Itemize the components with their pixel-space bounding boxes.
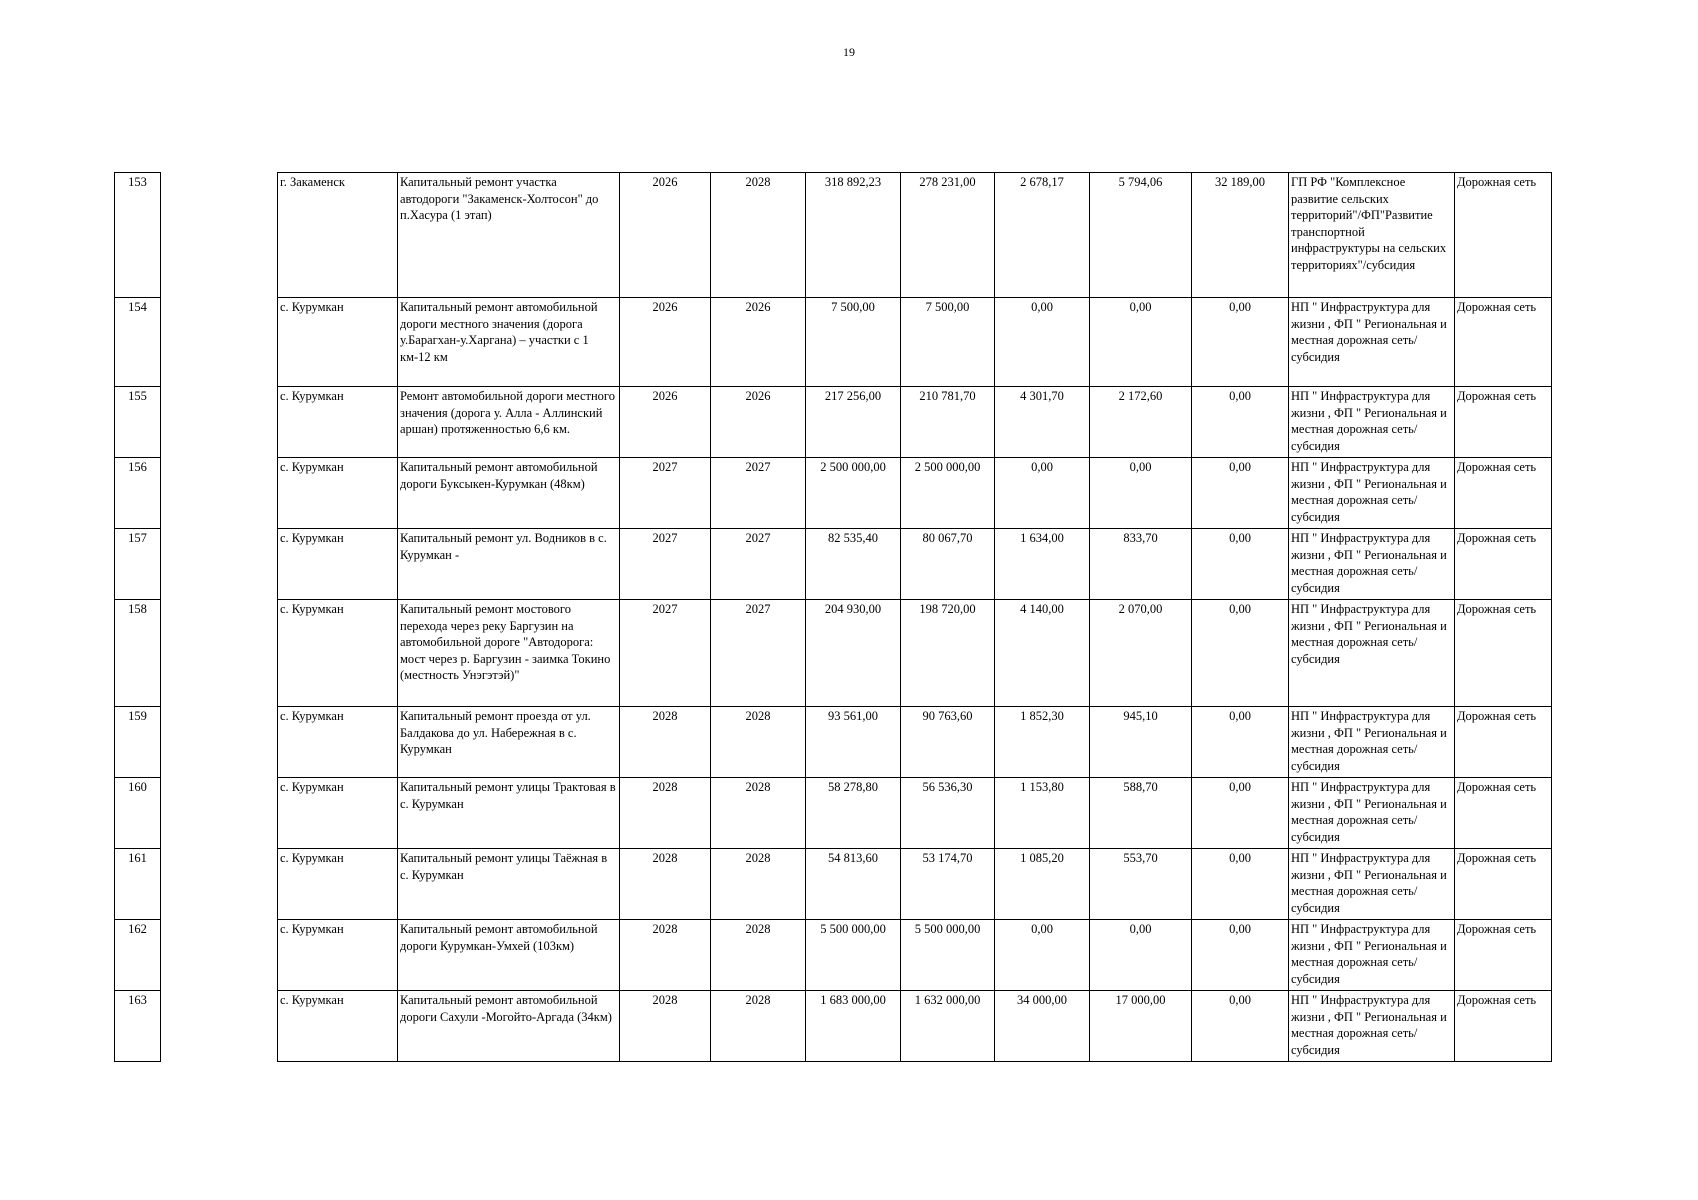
spacer-cell bbox=[161, 920, 278, 991]
spacer-cell bbox=[161, 387, 278, 458]
municipal-amount-cell: 0,00 bbox=[1090, 298, 1192, 387]
row-number: 155 bbox=[115, 387, 161, 458]
federal-amount-cell: 278 231,00 bbox=[901, 173, 995, 298]
row-number: 158 bbox=[115, 600, 161, 707]
end-year-cell: 2028 bbox=[711, 707, 806, 778]
end-year-cell: 2028 bbox=[711, 849, 806, 920]
description-cell: Капитальный ремонт мостового перехода через реку Баргузин на автомобильной дороге "Автодорога: мост через р. Баргузин - заимка Токино (местность Унэгэтэй)" bbox=[398, 600, 620, 707]
municipal-amount-cell: 5 794,06 bbox=[1090, 173, 1192, 298]
municipal-amount-cell: 2 172,60 bbox=[1090, 387, 1192, 458]
table-row bbox=[115, 849, 1552, 920]
regional-amount-cell: 0,00 bbox=[995, 920, 1090, 991]
spacer-cell bbox=[161, 529, 278, 600]
regional-amount-cell: 2 678,17 bbox=[995, 173, 1090, 298]
extra-amount-cell: 0,00 bbox=[1192, 849, 1289, 920]
regional-amount-cell: 4 140,00 bbox=[995, 600, 1090, 707]
locality-cell: с. Курумкан bbox=[278, 991, 398, 1062]
start-year-cell: 2027 bbox=[620, 458, 711, 529]
table-row bbox=[115, 600, 1552, 707]
end-year-cell: 2028 bbox=[711, 920, 806, 991]
row-number: 154 bbox=[115, 298, 161, 387]
start-year-cell: 2028 bbox=[620, 778, 711, 849]
description-cell: Капитальный ремонт участка автодороги "Закаменск-Холтосон" до п.Хасура (1 этап) bbox=[398, 173, 620, 298]
extra-amount-cell: 0,00 bbox=[1192, 529, 1289, 600]
municipal-amount-cell: 0,00 bbox=[1090, 458, 1192, 529]
spacer-cell bbox=[161, 707, 278, 778]
row-number: 161 bbox=[115, 849, 161, 920]
extra-amount-cell: 0,00 bbox=[1192, 991, 1289, 1062]
regional-amount-cell: 1 085,20 bbox=[995, 849, 1090, 920]
category-cell: Дорожная сеть bbox=[1455, 920, 1552, 991]
description-cell: Капитальный ремонт автомобильной дороги Сахули -Могойто-Аргада (34км) bbox=[398, 991, 620, 1062]
locality-cell: с. Курумкан bbox=[278, 458, 398, 529]
table-row bbox=[115, 707, 1552, 778]
program-cell: НП " Инфраструктура для жизни , ФП " Региональная и местная дорожная сеть/субсидия bbox=[1289, 387, 1455, 458]
page-number: 19 bbox=[843, 45, 855, 59]
end-year-cell: 2026 bbox=[711, 298, 806, 387]
extra-amount-cell: 0,00 bbox=[1192, 600, 1289, 707]
federal-amount-cell: 80 067,70 bbox=[901, 529, 995, 600]
locality-cell: г. Закаменск bbox=[278, 173, 398, 298]
table-row bbox=[115, 920, 1552, 991]
category-cell: Дорожная сеть bbox=[1455, 991, 1552, 1062]
municipal-amount-cell: 588,70 bbox=[1090, 778, 1192, 849]
category-cell: Дорожная сеть bbox=[1455, 600, 1552, 707]
table-row bbox=[115, 458, 1552, 529]
description-cell: Капитальный ремонт автомобильной дороги местного значения (дорога у.Барагхан-у.Харгана) – участки с 1 км-12 км bbox=[398, 298, 620, 387]
municipal-amount-cell: 553,70 bbox=[1090, 849, 1192, 920]
regional-amount-cell: 0,00 bbox=[995, 298, 1090, 387]
description-cell: Капитальный ремонт проезда от ул. Балдакова до ул. Набережная в с. Курумкан bbox=[398, 707, 620, 778]
row-number: 159 bbox=[115, 707, 161, 778]
category-cell: Дорожная сеть bbox=[1455, 458, 1552, 529]
program-cell: НП " Инфраструктура для жизни , ФП " Региональная и местная дорожная сеть/субсидия bbox=[1289, 529, 1455, 600]
municipal-amount-cell: 0,00 bbox=[1090, 920, 1192, 991]
locality-cell: с. Курумкан bbox=[278, 387, 398, 458]
start-year-cell: 2028 bbox=[620, 707, 711, 778]
total-amount-cell: 318 892,23 bbox=[806, 173, 901, 298]
description-cell: Капитальный ремонт автомобильной дороги Курумкан-Умхей (103км) bbox=[398, 920, 620, 991]
locality-cell: с. Курумкан bbox=[278, 600, 398, 707]
category-cell: Дорожная сеть bbox=[1455, 387, 1552, 458]
end-year-cell: 2027 bbox=[711, 458, 806, 529]
total-amount-cell: 217 256,00 bbox=[806, 387, 901, 458]
row-number: 157 bbox=[115, 529, 161, 600]
federal-amount-cell: 198 720,00 bbox=[901, 600, 995, 707]
start-year-cell: 2027 bbox=[620, 529, 711, 600]
locality-cell: с. Курумкан bbox=[278, 298, 398, 387]
description-cell: Капитальный ремонт улицы Таёжная в с. Курумкан bbox=[398, 849, 620, 920]
municipal-amount-cell: 945,10 bbox=[1090, 707, 1192, 778]
table-row bbox=[115, 387, 1552, 458]
total-amount-cell: 7 500,00 bbox=[806, 298, 901, 387]
spacer-cell bbox=[161, 298, 278, 387]
end-year-cell: 2026 bbox=[711, 387, 806, 458]
extra-amount-cell: 0,00 bbox=[1192, 298, 1289, 387]
start-year-cell: 2026 bbox=[620, 173, 711, 298]
row-number: 160 bbox=[115, 778, 161, 849]
category-cell: Дорожная сеть bbox=[1455, 778, 1552, 849]
row-number: 162 bbox=[115, 920, 161, 991]
total-amount-cell: 2 500 000,00 bbox=[806, 458, 901, 529]
table-row bbox=[115, 991, 1552, 1062]
end-year-cell: 2028 bbox=[711, 173, 806, 298]
federal-amount-cell: 56 536,30 bbox=[901, 778, 995, 849]
regional-amount-cell: 1 852,30 bbox=[995, 707, 1090, 778]
row-number: 156 bbox=[115, 458, 161, 529]
category-cell: Дорожная сеть bbox=[1455, 849, 1552, 920]
category-cell: Дорожная сеть bbox=[1455, 707, 1552, 778]
spacer-cell bbox=[161, 600, 278, 707]
extra-amount-cell: 0,00 bbox=[1192, 458, 1289, 529]
spacer-cell bbox=[161, 458, 278, 529]
locality-cell: с. Курумкан bbox=[278, 529, 398, 600]
category-cell: Дорожная сеть bbox=[1455, 298, 1552, 387]
program-cell: НП " Инфраструктура для жизни , ФП " Региональная и местная дорожная сеть/субсидия bbox=[1289, 600, 1455, 707]
total-amount-cell: 82 535,40 bbox=[806, 529, 901, 600]
category-cell: Дорожная сеть bbox=[1455, 529, 1552, 600]
program-cell: НП " Инфраструктура для жизни , ФП " Региональная и местная дорожная сеть/субсидия bbox=[1289, 778, 1455, 849]
category-cell: Дорожная сеть bbox=[1455, 173, 1552, 298]
municipal-amount-cell: 833,70 bbox=[1090, 529, 1192, 600]
total-amount-cell: 5 500 000,00 bbox=[806, 920, 901, 991]
end-year-cell: 2027 bbox=[711, 600, 806, 707]
total-amount-cell: 93 561,00 bbox=[806, 707, 901, 778]
extra-amount-cell: 0,00 bbox=[1192, 387, 1289, 458]
federal-amount-cell: 5 500 000,00 bbox=[901, 920, 995, 991]
total-amount-cell: 58 278,80 bbox=[806, 778, 901, 849]
program-cell: НП " Инфраструктура для жизни , ФП " Региональная и местная дорожная сеть/субсидия bbox=[1289, 920, 1455, 991]
regional-amount-cell: 4 301,70 bbox=[995, 387, 1090, 458]
program-cell: НП " Инфраструктура для жизни , ФП " Региональная и местная дорожная сеть/субсидия bbox=[1289, 298, 1455, 387]
total-amount-cell: 204 930,00 bbox=[806, 600, 901, 707]
total-amount-cell: 1 683 000,00 bbox=[806, 991, 901, 1062]
locality-cell: с. Курумкан bbox=[278, 778, 398, 849]
federal-amount-cell: 53 174,70 bbox=[901, 849, 995, 920]
start-year-cell: 2028 bbox=[620, 991, 711, 1062]
municipal-amount-cell: 2 070,00 bbox=[1090, 600, 1192, 707]
description-cell: Ремонт автомобильной дороги местного значения (дорога у. Алла - Аллинский аршан) протяженностью 6,6 км. bbox=[398, 387, 620, 458]
spacer-cell bbox=[161, 778, 278, 849]
program-cell: НП " Инфраструктура для жизни , ФП " Региональная и местная дорожная сеть/субсидия bbox=[1289, 707, 1455, 778]
table-row bbox=[115, 529, 1552, 600]
federal-amount-cell: 2 500 000,00 bbox=[901, 458, 995, 529]
program-cell: НП " Инфраструктура для жизни , ФП " Региональная и местная дорожная сеть/субсидия bbox=[1289, 458, 1455, 529]
extra-amount-cell: 32 189,00 bbox=[1192, 173, 1289, 298]
row-number: 163 bbox=[115, 991, 161, 1062]
row-number: 153 bbox=[115, 173, 161, 298]
locality-cell: с. Курумкан bbox=[278, 920, 398, 991]
program-cell: НП " Инфраструктура для жизни , ФП " Региональная и местная дорожная сеть/субсидия bbox=[1289, 991, 1455, 1062]
federal-amount-cell: 7 500,00 bbox=[901, 298, 995, 387]
municipal-amount-cell: 17 000,00 bbox=[1090, 991, 1192, 1062]
extra-amount-cell: 0,00 bbox=[1192, 920, 1289, 991]
start-year-cell: 2026 bbox=[620, 298, 711, 387]
table-row bbox=[115, 173, 1552, 298]
description-cell: Капитальный ремонт ул. Водников в с. Курумкан - bbox=[398, 529, 620, 600]
start-year-cell: 2028 bbox=[620, 920, 711, 991]
spacer-cell bbox=[161, 991, 278, 1062]
total-amount-cell: 54 813,60 bbox=[806, 849, 901, 920]
table-body bbox=[115, 173, 1552, 1062]
table-row bbox=[115, 778, 1552, 849]
description-cell: Капитальный ремонт автомобильной дороги Буксыкен-Курумкан (48км) bbox=[398, 458, 620, 529]
regional-amount-cell: 1 153,80 bbox=[995, 778, 1090, 849]
spacer-cell bbox=[161, 173, 278, 298]
end-year-cell: 2028 bbox=[711, 778, 806, 849]
end-year-cell: 2027 bbox=[711, 529, 806, 600]
extra-amount-cell: 0,00 bbox=[1192, 707, 1289, 778]
locality-cell: с. Курумкан bbox=[278, 707, 398, 778]
end-year-cell: 2028 bbox=[711, 991, 806, 1062]
projects-table bbox=[114, 172, 1552, 1062]
regional-amount-cell: 34 000,00 bbox=[995, 991, 1090, 1062]
extra-amount-cell: 0,00 bbox=[1192, 778, 1289, 849]
locality-cell: с. Курумкан bbox=[278, 849, 398, 920]
federal-amount-cell: 90 763,60 bbox=[901, 707, 995, 778]
start-year-cell: 2026 bbox=[620, 387, 711, 458]
program-cell: НП " Инфраструктура для жизни , ФП " Региональная и местная дорожная сеть/субсидия bbox=[1289, 849, 1455, 920]
spacer-cell bbox=[161, 849, 278, 920]
start-year-cell: 2028 bbox=[620, 849, 711, 920]
federal-amount-cell: 1 632 000,00 bbox=[901, 991, 995, 1062]
regional-amount-cell: 0,00 bbox=[995, 458, 1090, 529]
table-row bbox=[115, 298, 1552, 387]
start-year-cell: 2027 bbox=[620, 600, 711, 707]
federal-amount-cell: 210 781,70 bbox=[901, 387, 995, 458]
program-cell: ГП РФ "Комплексное развитие сельских территорий"/ФП"Развитие транспортной инфраструктуры на сельских территориях"/субсидия bbox=[1289, 173, 1455, 298]
regional-amount-cell: 1 634,00 bbox=[995, 529, 1090, 600]
description-cell: Капитальный ремонт улицы Трактовая в с. Курумкан bbox=[398, 778, 620, 849]
